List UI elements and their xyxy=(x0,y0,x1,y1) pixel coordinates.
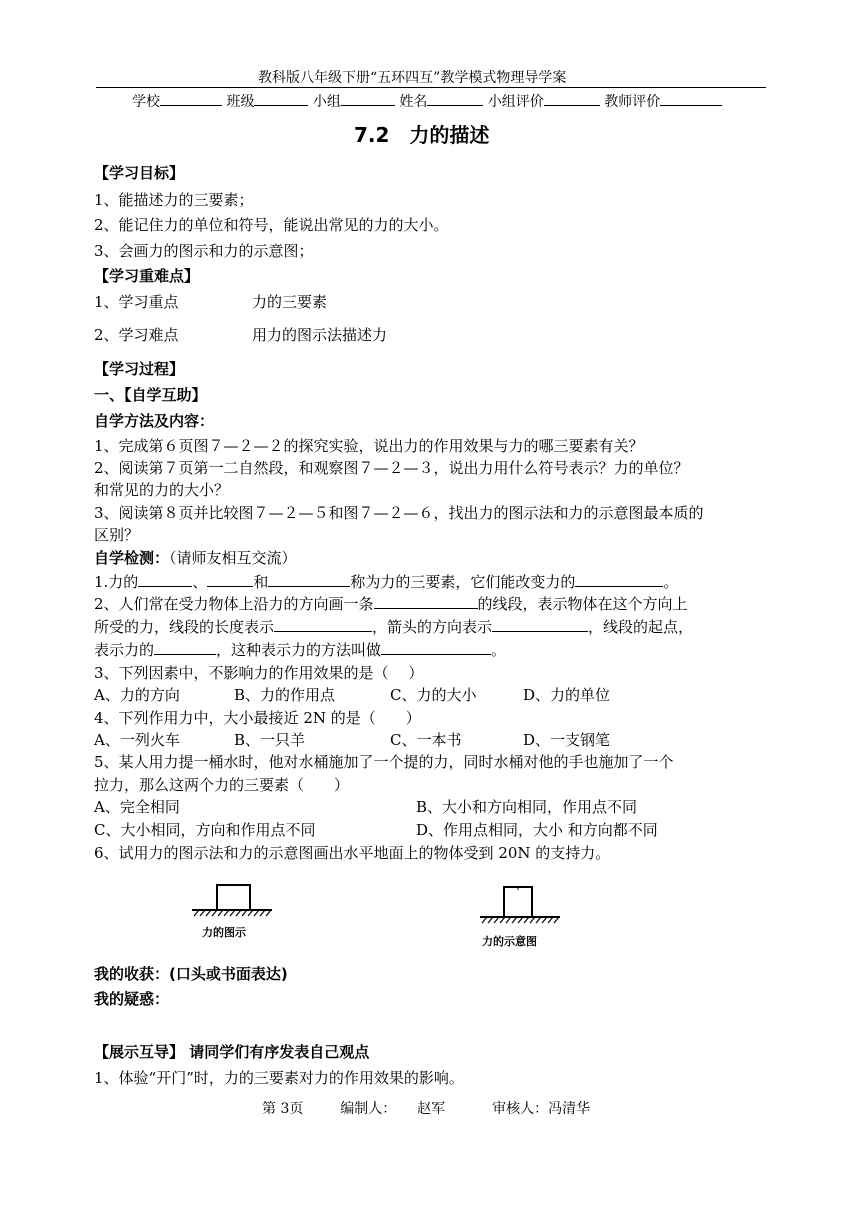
option[interactable]: D、力的单位 xyxy=(523,686,611,704)
check-heading: 自学检测： xyxy=(94,549,170,567)
answer-blank[interactable] xyxy=(268,572,350,587)
answer-blank[interactable] xyxy=(138,572,192,587)
answer-blank[interactable] xyxy=(381,640,491,655)
display-heading: 【展示互导】 xyxy=(94,1043,185,1061)
keypoint-label: 2、学习难点 xyxy=(94,326,179,344)
keypoint-value: 用力的图示法描述力 xyxy=(252,326,388,344)
goal-item: 2、能记住力的单位和符号，能说出常见的力的大小。 xyxy=(94,216,449,234)
field-group-eval: 小组评价 xyxy=(487,94,544,110)
goals-heading: 【学习目标】 xyxy=(94,164,185,182)
field-school: 学校 xyxy=(132,94,160,110)
goal-item: 1、能描述力的三要素； xyxy=(94,191,254,209)
process-heading: 【学习过程】 xyxy=(94,360,185,378)
question-2-line3: 表示力的 ，这种表示力的方法叫做 。 xyxy=(94,641,507,659)
option[interactable]: A、力的方向 xyxy=(94,686,180,704)
force-sketch[interactable] xyxy=(476,882,566,952)
question-5-stem: 5、某人用力提一桶水时，他对水桶施加了一个提的力，同时水桶对他的手也施加了一个 xyxy=(94,753,674,771)
header-fields xyxy=(132,91,722,111)
check-note: （请师友相互交流） xyxy=(169,549,297,567)
page-number: 第 3页 xyxy=(262,1101,304,1117)
editor-label: 编制人： xyxy=(340,1101,397,1117)
method-item: 和常见的力的大小？ xyxy=(94,481,230,499)
answer-blank[interactable] xyxy=(575,572,663,587)
display-item: 1、体验“开门”时，力的三要素对力的作用效果的影响。 xyxy=(94,1069,464,1087)
question-1: 1.力的 、 和 称为力的三要素，它们能改变力的 。 xyxy=(94,573,679,591)
option[interactable]: D、一支钢笔 xyxy=(523,731,611,749)
question-3-stem: 3、下列因素中，不影响力的作用效果的是（ ） xyxy=(94,664,424,682)
method-heading: 自学方法及内容： xyxy=(94,412,215,430)
answer-blank[interactable] xyxy=(207,572,253,587)
option[interactable]: A、完全相同 xyxy=(94,798,180,816)
option[interactable]: A、一列火车 xyxy=(94,731,180,749)
reviewer: 审核人：冯清华 xyxy=(492,1101,591,1117)
display-subheading: 请同学们有序发表自己观点 xyxy=(189,1043,370,1061)
diagram-label: 力的示意图 xyxy=(482,935,537,948)
answer-blank[interactable] xyxy=(274,617,372,632)
editor-name: 赵军 xyxy=(417,1101,446,1117)
method-item: 3、阅读第８页并比较图７—２—５和图７—２—６，找出力的图示法和力的示意图最本质的 xyxy=(94,504,704,522)
option[interactable]: C、大小相同，方向和作用点不同 xyxy=(94,821,316,839)
answer-blank[interactable] xyxy=(492,617,588,632)
question-6: 6、试用力的图示法和力的示意图画出水平地面上的物体受到 20N 的支持力。 xyxy=(94,844,611,862)
question-4-stem: 4、下列作用力中，大小最接近 2N 的是（ ） xyxy=(94,709,421,727)
field-teacher-eval: 教师评价 xyxy=(604,94,661,110)
display-heading-line xyxy=(94,1042,369,1062)
answer-blank[interactable] xyxy=(374,594,478,609)
check-heading-line xyxy=(94,548,297,568)
goal-item: 3、会画力的图示和力的示意图； xyxy=(94,242,314,260)
keypoint-value: 力的三要素 xyxy=(252,293,328,311)
diagram-label: 力的图示 xyxy=(202,926,246,939)
section1-heading: 一、【自学互助】 xyxy=(94,386,207,404)
harvest-heading: 我的收获：(口头或书面表达) xyxy=(94,965,288,983)
option[interactable]: B、力的作用点 xyxy=(234,686,336,704)
field-group: 小组 xyxy=(312,94,341,110)
option[interactable]: D、作用点相同，大小 和方向都不同 xyxy=(416,821,658,839)
question-2-line1: 2、人们常在受力物体上沿力的方向画一条 的线段，表示物体在这个方向上 xyxy=(94,595,688,613)
header-title: 教科版八年级下册“五环四互”教学模式物理导学案 xyxy=(258,70,567,86)
field-class: 班级 xyxy=(226,94,255,110)
option[interactable]: B、大小和方向相同，作用点不同 xyxy=(416,798,638,816)
keypoints-heading: 【学习重难点】 xyxy=(94,267,200,285)
field-name: 姓名 xyxy=(399,94,428,110)
question-2-line2: 所受的力，线段的长度表示 ，箭头的方向表示 ，线段的起点， xyxy=(94,618,694,636)
method-item: 区别？ xyxy=(94,526,140,544)
header-rule xyxy=(96,87,766,88)
answer-blank[interactable] xyxy=(154,640,216,655)
doubt-heading: 我的疑惑： xyxy=(94,990,170,1008)
option[interactable]: C、一本书 xyxy=(390,731,462,749)
lesson-title: 7.2 力的描述 xyxy=(354,123,490,147)
question-5-stem: 拉力，那么这两个力的三要素（ ） xyxy=(94,776,350,794)
footer xyxy=(262,1100,590,1118)
option[interactable]: C、力的大小 xyxy=(390,686,477,704)
option[interactable]: B、一只羊 xyxy=(234,731,306,749)
method-item: 2、阅读第７页第一二自然段，和观察图７—２—３，说出力用什么符号表示？力的单位？ xyxy=(94,459,689,477)
force-diagram[interactable] xyxy=(188,882,276,944)
method-item: 1、完成第６页图７—２—２的探究实验，说出力的作用效果与力的哪三要素有关？ xyxy=(94,437,644,455)
keypoint-label: 1、学习重点 xyxy=(94,293,179,311)
